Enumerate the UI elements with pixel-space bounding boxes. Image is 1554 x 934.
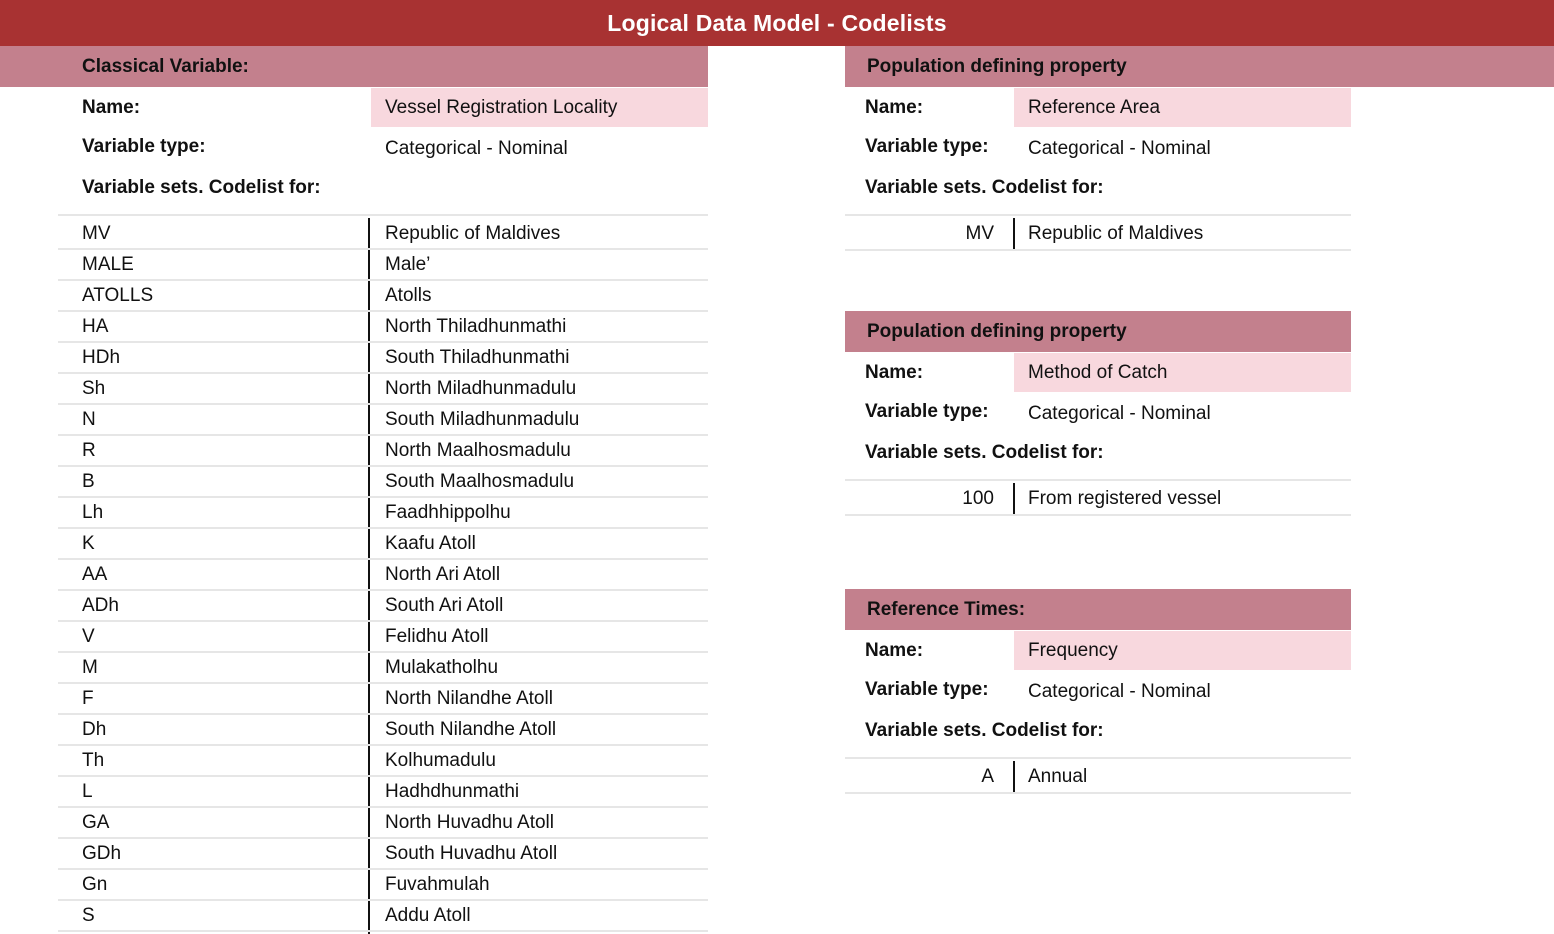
code-cell: ATOLLS [82, 285, 154, 306]
table-row [58, 280, 708, 311]
name-label: Name: [865, 362, 924, 383]
table-top-rule [845, 757, 1351, 759]
code-cell: Dh [82, 719, 107, 740]
description-cell: Hadhdhunmathi [385, 781, 520, 802]
table-row [58, 559, 708, 590]
description-cell: From registered vessel [1028, 488, 1222, 509]
table-divider [1013, 761, 1015, 792]
variable-type-value: Categorical - Nominal [1028, 138, 1211, 159]
table-row [58, 776, 708, 807]
code-cell: L [82, 781, 93, 802]
row-rule [845, 792, 1351, 794]
name-label: Name: [865, 640, 924, 661]
code-cell: F [82, 688, 94, 709]
table-row [58, 652, 708, 683]
variable-type-value: Categorical - Nominal [385, 138, 568, 159]
code-cell: MALE [82, 254, 134, 275]
description-cell: North Nilandhe Atoll [385, 688, 553, 709]
variable-type-label: Variable type: [865, 679, 989, 700]
code-cell: V [82, 626, 95, 647]
code-cell: ADh [82, 595, 119, 616]
table-row [58, 838, 708, 869]
description-cell: Mulakatholhu [385, 657, 499, 678]
table-row [58, 714, 708, 745]
description-cell: South Ari Atoll [385, 595, 504, 616]
code-cell: MV [82, 223, 111, 244]
description-cell: Faadhhippolhu [385, 502, 511, 523]
description-cell: Felidhu Atoll [385, 626, 489, 647]
variable-sets-label: Variable sets. Codelist for: [865, 442, 1104, 463]
table-row [58, 218, 708, 249]
variable-name-value: Reference Area [1014, 88, 1351, 127]
variable-sets-label: Variable sets. Codelist for: [82, 177, 321, 198]
code-cell: Sh [82, 378, 106, 399]
variable-sets-label: Variable sets. Codelist for: [865, 177, 1104, 198]
description-cell: North Maalhosmadulu [385, 440, 571, 461]
variable-type-value: Categorical - Nominal [1028, 403, 1211, 424]
description-cell: North Huvadhu Atoll [385, 812, 554, 833]
description-cell: Male’ [385, 254, 431, 275]
variable-type-label: Variable type: [865, 401, 989, 422]
classical-variable-header: Classical Variable: [82, 55, 249, 77]
description-cell: Fuvahmulah [385, 874, 490, 895]
table-row [845, 761, 1351, 792]
table-row [845, 218, 1351, 249]
description-cell: Kolhumadulu [385, 750, 496, 771]
variable-name-value: Frequency [1014, 631, 1351, 670]
code-cell: Lh [82, 502, 104, 523]
variable-type-label: Variable type: [82, 136, 206, 157]
page-title: Logical Data Model - Codelists [0, 0, 1554, 46]
name-label: Name: [865, 97, 924, 118]
code-cell: HA [82, 316, 109, 337]
variable-name-value: Method of Catch [1014, 353, 1351, 392]
code-cell: HDh [82, 347, 121, 368]
description-cell: North Ari Atoll [385, 564, 501, 585]
code-cell: S [82, 905, 95, 926]
table-row [845, 483, 1351, 514]
table-row [58, 528, 708, 559]
table-row [58, 745, 708, 776]
table-row [58, 404, 708, 435]
description-cell: Republic of Maldives [1028, 223, 1204, 244]
table-row [58, 497, 708, 528]
code-cell: A [981, 766, 994, 787]
description-cell: Kaafu Atoll [385, 533, 476, 554]
variable-sets-label: Variable sets. Codelist for: [865, 720, 1104, 741]
name-label: Name: [82, 97, 141, 118]
description-cell: Atolls [385, 285, 432, 306]
description-cell: Republic of Maldives [385, 223, 561, 244]
table-divider [1013, 218, 1015, 249]
table-row [58, 807, 708, 838]
description-cell: South Nilandhe Atoll [385, 719, 557, 740]
table-divider [1013, 483, 1015, 514]
code-cell: B [82, 471, 95, 492]
variable-type-value: Categorical - Nominal [1028, 681, 1211, 702]
variable-type-label: Variable type: [865, 136, 989, 157]
row-rule [845, 514, 1351, 516]
row-rule [58, 930, 708, 932]
code-cell: M [82, 657, 98, 678]
code-cell: 100 [962, 488, 994, 509]
code-cell: R [82, 440, 96, 461]
description-cell: South Miladhunmadulu [385, 409, 580, 430]
table-row [58, 683, 708, 714]
table-row [58, 342, 708, 373]
table-top-rule [845, 479, 1351, 481]
table-row [58, 373, 708, 404]
table-row [58, 590, 708, 621]
table-row [58, 900, 708, 931]
table-top-rule [58, 214, 708, 216]
table-row [58, 621, 708, 652]
code-cell: MV [965, 223, 994, 244]
description-cell: North Miladhunmadulu [385, 378, 577, 399]
code-cell: AA [82, 564, 108, 585]
row-rule [845, 249, 1351, 251]
code-cell: Gn [82, 874, 108, 895]
code-cell: N [82, 409, 96, 430]
table-row [58, 435, 708, 466]
table-row [58, 869, 708, 900]
code-cell: K [82, 533, 95, 554]
table-row [58, 311, 708, 342]
description-cell: North Thiladhunmathi [385, 316, 567, 337]
section-header: Reference Times: [845, 589, 1351, 630]
description-cell: South Huvadhu Atoll [385, 843, 558, 864]
section-header: Population defining property [845, 311, 1351, 352]
variable-name-value: Vessel Registration Locality [371, 88, 708, 127]
code-cell: Th [82, 750, 105, 771]
code-cell: GA [82, 812, 110, 833]
table-top-rule [845, 214, 1351, 216]
table-row [58, 249, 708, 280]
description-cell: Addu Atoll [385, 905, 471, 926]
description-cell: South Maalhosmadulu [385, 471, 575, 492]
table-row [58, 466, 708, 497]
code-cell: GDh [82, 843, 122, 864]
description-cell: South Thiladhunmathi [385, 347, 570, 368]
section-header: Population defining property [845, 46, 1351, 87]
description-cell: Annual [1028, 766, 1088, 787]
